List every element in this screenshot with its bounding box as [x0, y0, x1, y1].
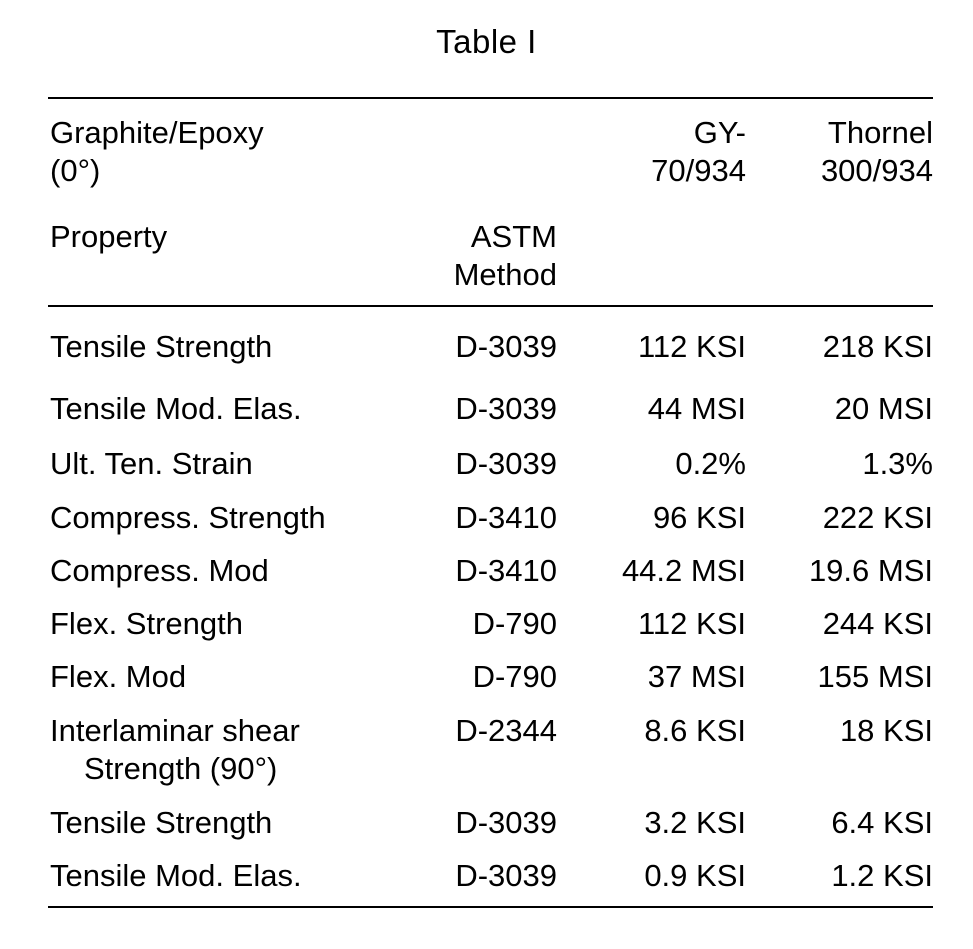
- row-gy-value: 112 KSI: [637, 606, 746, 641]
- row-property: Ult. Ten. Strain: [50, 446, 253, 481]
- header-thornel-line2: 300/934: [820, 153, 933, 188]
- header-property: Property: [50, 219, 168, 254]
- header-thornel-line1: Thornel: [827, 115, 933, 150]
- row-thornel-value: 19.6 MSI: [808, 553, 933, 588]
- row-gy-value: 0.9 KSI: [644, 858, 746, 893]
- row-astm: D-790: [472, 606, 557, 641]
- row-gy-value: 3.2 KSI: [644, 805, 746, 840]
- header-astm-line2: Method: [453, 257, 557, 292]
- header-material: [50, 114, 264, 190]
- row-thornel-value: 244 KSI: [822, 606, 933, 641]
- header-material-line1: Graphite/Epoxy: [50, 115, 264, 150]
- row-astm: D-3039: [455, 329, 557, 364]
- row-thornel-value: 1.3%: [862, 446, 933, 481]
- row-thornel-value: 218 KSI: [822, 329, 933, 364]
- row-gy-value: 96 KSI: [652, 500, 746, 535]
- row-thornel-value: 18 KSI: [839, 713, 933, 748]
- row-thornel-value: 222 KSI: [822, 500, 933, 535]
- row-property: Compress. Strength: [50, 500, 326, 535]
- row-astm: D-2344: [455, 713, 557, 748]
- bottom-rule: [48, 906, 933, 908]
- row-property: Tensile Mod. Elas.: [50, 858, 302, 893]
- row-property: [50, 712, 300, 788]
- header-gy-line2: 70/934: [651, 153, 746, 188]
- row-thornel-value: 20 MSI: [834, 391, 933, 426]
- header-astm-line1: ASTM: [470, 219, 557, 254]
- header-rule: [48, 305, 933, 307]
- header-material-line2: (0°): [50, 153, 101, 188]
- row-property-line1: Interlaminar shear: [50, 713, 300, 748]
- row-astm: D-3039: [455, 446, 557, 481]
- row-thornel-value: 6.4 KSI: [831, 805, 933, 840]
- row-gy-value: 0.2%: [675, 446, 746, 481]
- row-astm: D-3039: [455, 805, 557, 840]
- row-gy-value: 8.6 KSI: [644, 713, 746, 748]
- row-property: Compress. Mod: [50, 553, 269, 588]
- header-gy-line1: GY-: [693, 115, 746, 150]
- row-astm: D-790: [472, 659, 557, 694]
- table-title: Table I: [436, 23, 537, 60]
- header-thornel: [821, 114, 933, 190]
- row-gy-value: 112 KSI: [637, 329, 746, 364]
- row-gy-value: 44 MSI: [647, 391, 746, 426]
- row-astm: D-3039: [455, 858, 557, 893]
- row-property-line2: Strength (90°): [84, 751, 278, 786]
- row-gy-value: 37 MSI: [647, 659, 746, 694]
- row-thornel-value: 1.2 KSI: [831, 858, 933, 893]
- row-property: Tensile Strength: [50, 805, 273, 840]
- top-rule: [48, 97, 933, 99]
- row-astm: D-3410: [455, 500, 557, 535]
- row-astm: D-3410: [455, 553, 557, 588]
- row-astm: D-3039: [455, 391, 557, 426]
- row-property: Flex. Mod: [50, 659, 187, 694]
- row-property: Flex. Strength: [50, 606, 243, 641]
- row-thornel-value: 155 MSI: [817, 659, 933, 694]
- header-gy: [651, 114, 746, 190]
- row-gy-value: 44.2 MSI: [621, 553, 746, 588]
- row-property: Tensile Strength: [50, 329, 273, 364]
- header-astm: [454, 218, 557, 294]
- row-property: Tensile Mod. Elas.: [50, 391, 302, 426]
